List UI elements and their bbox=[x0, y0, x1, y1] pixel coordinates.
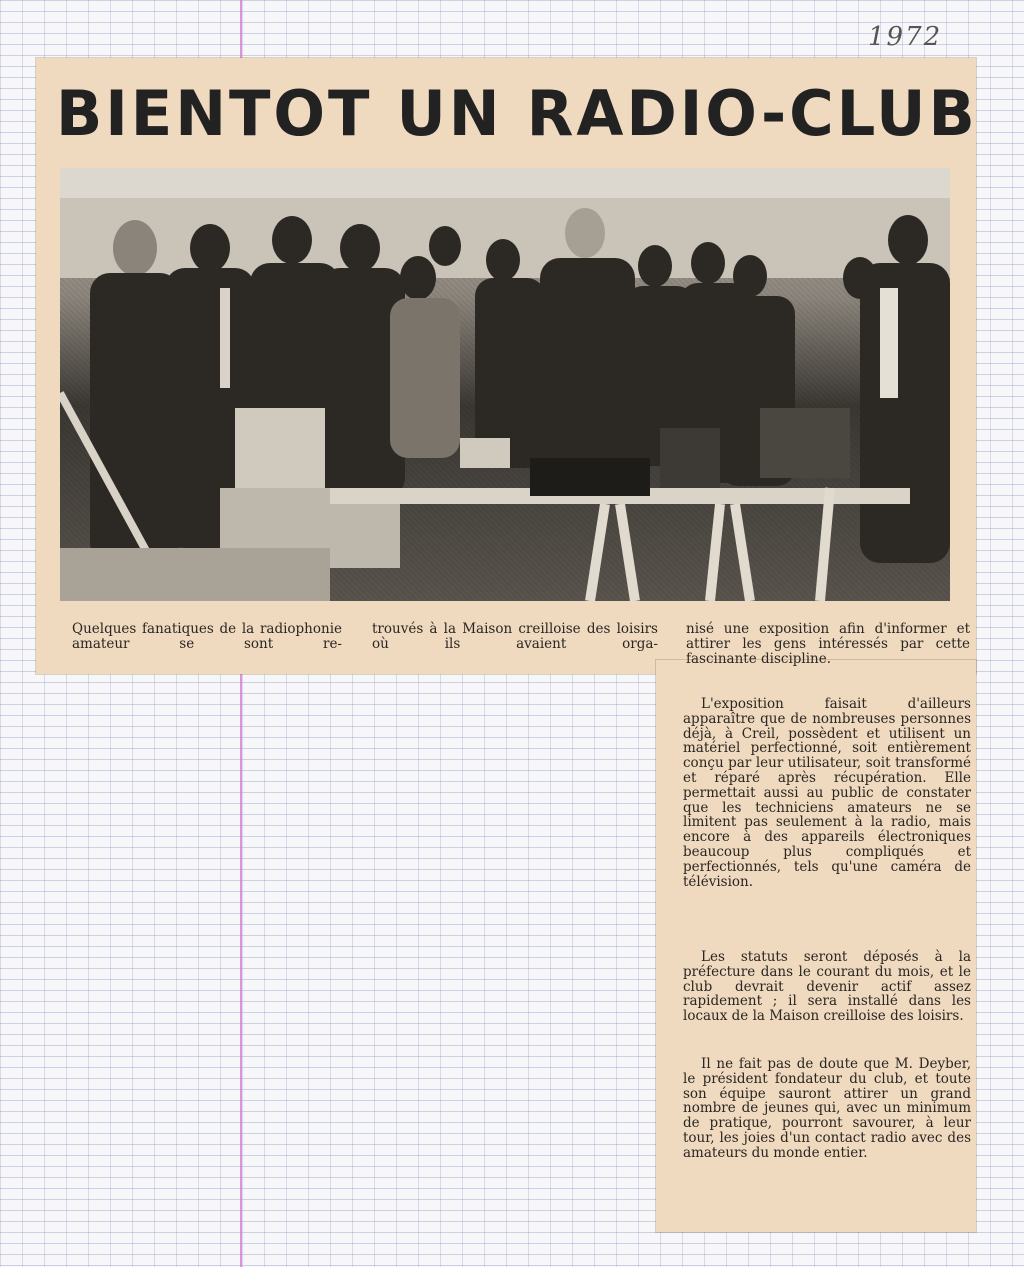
paragraph-text: Il ne fait pas de doute que M. Deyber, le président fondateur du club, et toute son équipe sauront attirer un grand nombre de jeunes qui, avec un minimum de pratique, pourront savourer, à leur tour, les joies d'un contact radio avec des amateurs du monde entier. bbox=[683, 1056, 971, 1161]
article-paragraph-3 bbox=[683, 1057, 971, 1161]
caption-column-2: trouvés à la Maison creilloise des loisirs où ils avaient orga- bbox=[372, 621, 658, 652]
article-photo bbox=[60, 168, 950, 601]
caption-column-1: Quelques fanatiques de la radiophonie amateur se sont re- bbox=[72, 621, 342, 652]
photo-illustration bbox=[60, 168, 950, 601]
paragraph-text: L'exposition faisait d'ailleurs apparaître que de nombreuses personnes déjà, à Creil, possèdent et utilisent un matériel perfectionné, soit entièrement conçu par leur utilisateur, soit transformé et réparé après récupération. Elle permettait aussi au public de constater que les techniciens amateurs ne se limitent pas seulement à la radio, mais encore à des appareils électroniques beaucoup plus compliqués et perfectionnés, tels qu'une caméra de télévision. bbox=[683, 696, 971, 890]
article-paragraph-1 bbox=[683, 697, 971, 889]
paragraph-text: Les statuts seront déposés à la préfecture dans le courant du mois, et le club devrait devenir actif assez rapidement ; il sera installé dans les locaux de la Maison creilloise des loisirs. bbox=[683, 949, 971, 1025]
article-paragraph-2 bbox=[683, 950, 971, 1024]
handwritten-year: 1972 bbox=[868, 22, 943, 52]
article-headline: BIENTOT UN RADIO-CLUB bbox=[56, 77, 978, 150]
caption-column-3: nisé une exposition afin d'informer et attirer les gens intéressés par cette fascinante discipline. bbox=[686, 621, 970, 667]
